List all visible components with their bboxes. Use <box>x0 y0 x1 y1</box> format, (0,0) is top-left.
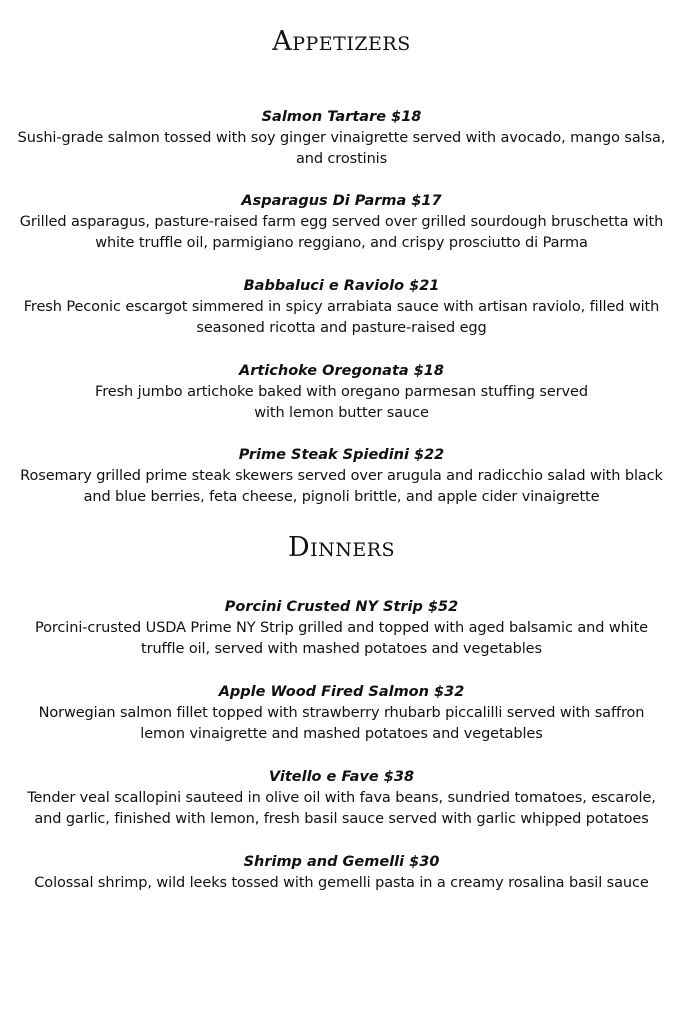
menu-item-apple-wood-fired-salmon <box>0 682 683 745</box>
menu-item-description: Sushi-grade salmon tossed with soy ginger vinaigrette served with avocado, mango salsa, and crostinis <box>17 130 666 167</box>
menu-item-name: Salmon Tartare $18 <box>261 109 422 125</box>
menu-item-description: Norwegian salmon fillet topped with strawberry rhubarb piccalilli served with saffron lemon vinaigrette and mashed potatoes and vegetables <box>38 705 645 742</box>
appetizers-heading: Appetizers <box>272 26 411 57</box>
menu-item-name: Prime Steak Spiedini $22 <box>238 447 445 463</box>
menu-item-description: Grilled asparagus, pasture-raised farm egg served over grilled sourdough bruschetta with white truffle oil, parmigiano reggiano, and crispy prosciutto di Parma <box>19 214 664 251</box>
menu-item-prime-steak-spiedini <box>0 445 683 508</box>
menu-item-artichoke-oregonata <box>0 361 683 424</box>
menu-item-name: Apple Wood Fired Salmon $32 <box>218 684 465 700</box>
menu-item-name: Artichoke Oregonata $18 <box>239 363 444 379</box>
menu-item-babbaluci-e-raviolo <box>0 276 683 339</box>
menu-item-description: Porcini-crusted USDA Prime NY Strip grilled and topped with aged balsamic and white truffle oil, served with mashed potatoes and vegetables <box>34 620 649 657</box>
menu-item-description: Fresh jumbo artichoke baked with oregano parmesan stuffing served with lemon butter sauce <box>95 384 588 421</box>
dinners-heading: Dinners <box>287 532 396 563</box>
menu-item-name: Asparagus Di Parma $17 <box>241 193 442 209</box>
menu-item-description: Colossal shrimp, wild leeks tossed with gemelli pasta in a creamy rosalina basil sauce <box>34 875 649 891</box>
menu-item-name: Shrimp and Gemelli $30 <box>243 854 440 870</box>
menu-item-shrimp-and-gemelli <box>0 852 683 894</box>
menu-item-asparagus-di-parma <box>0 191 683 254</box>
menu-item-vitello-e-fave <box>0 767 683 830</box>
menu-item-description: Rosemary grilled prime steak skewers served over arugula and radicchio salad with black and blue berries, feta cheese, pignoli brittle, and apple cider vinaigrette <box>20 468 663 505</box>
menu-item-description: Tender veal scallopini sauteed in olive oil with fava beans, sundried tomatoes, escarole, and garlic, finished with lemon, fresh basil sauce served with garlic whipped potatoes <box>27 790 656 827</box>
menu-item-name: Vitello e Fave $38 <box>268 769 415 785</box>
menu-item-porcini-crusted-ny-strip <box>0 597 683 660</box>
menu-item-name: Porcini Crusted NY Strip $52 <box>224 599 459 615</box>
menu-item-salmon-tartare <box>0 107 683 170</box>
menu-item-description: Fresh Peconic escargot simmered in spicy arrabiata sauce with artisan raviolo, filled with seasoned ricotta and pasture-raised egg <box>23 299 660 336</box>
menu-item-name: Babbaluci e Raviolo $21 <box>243 278 440 294</box>
